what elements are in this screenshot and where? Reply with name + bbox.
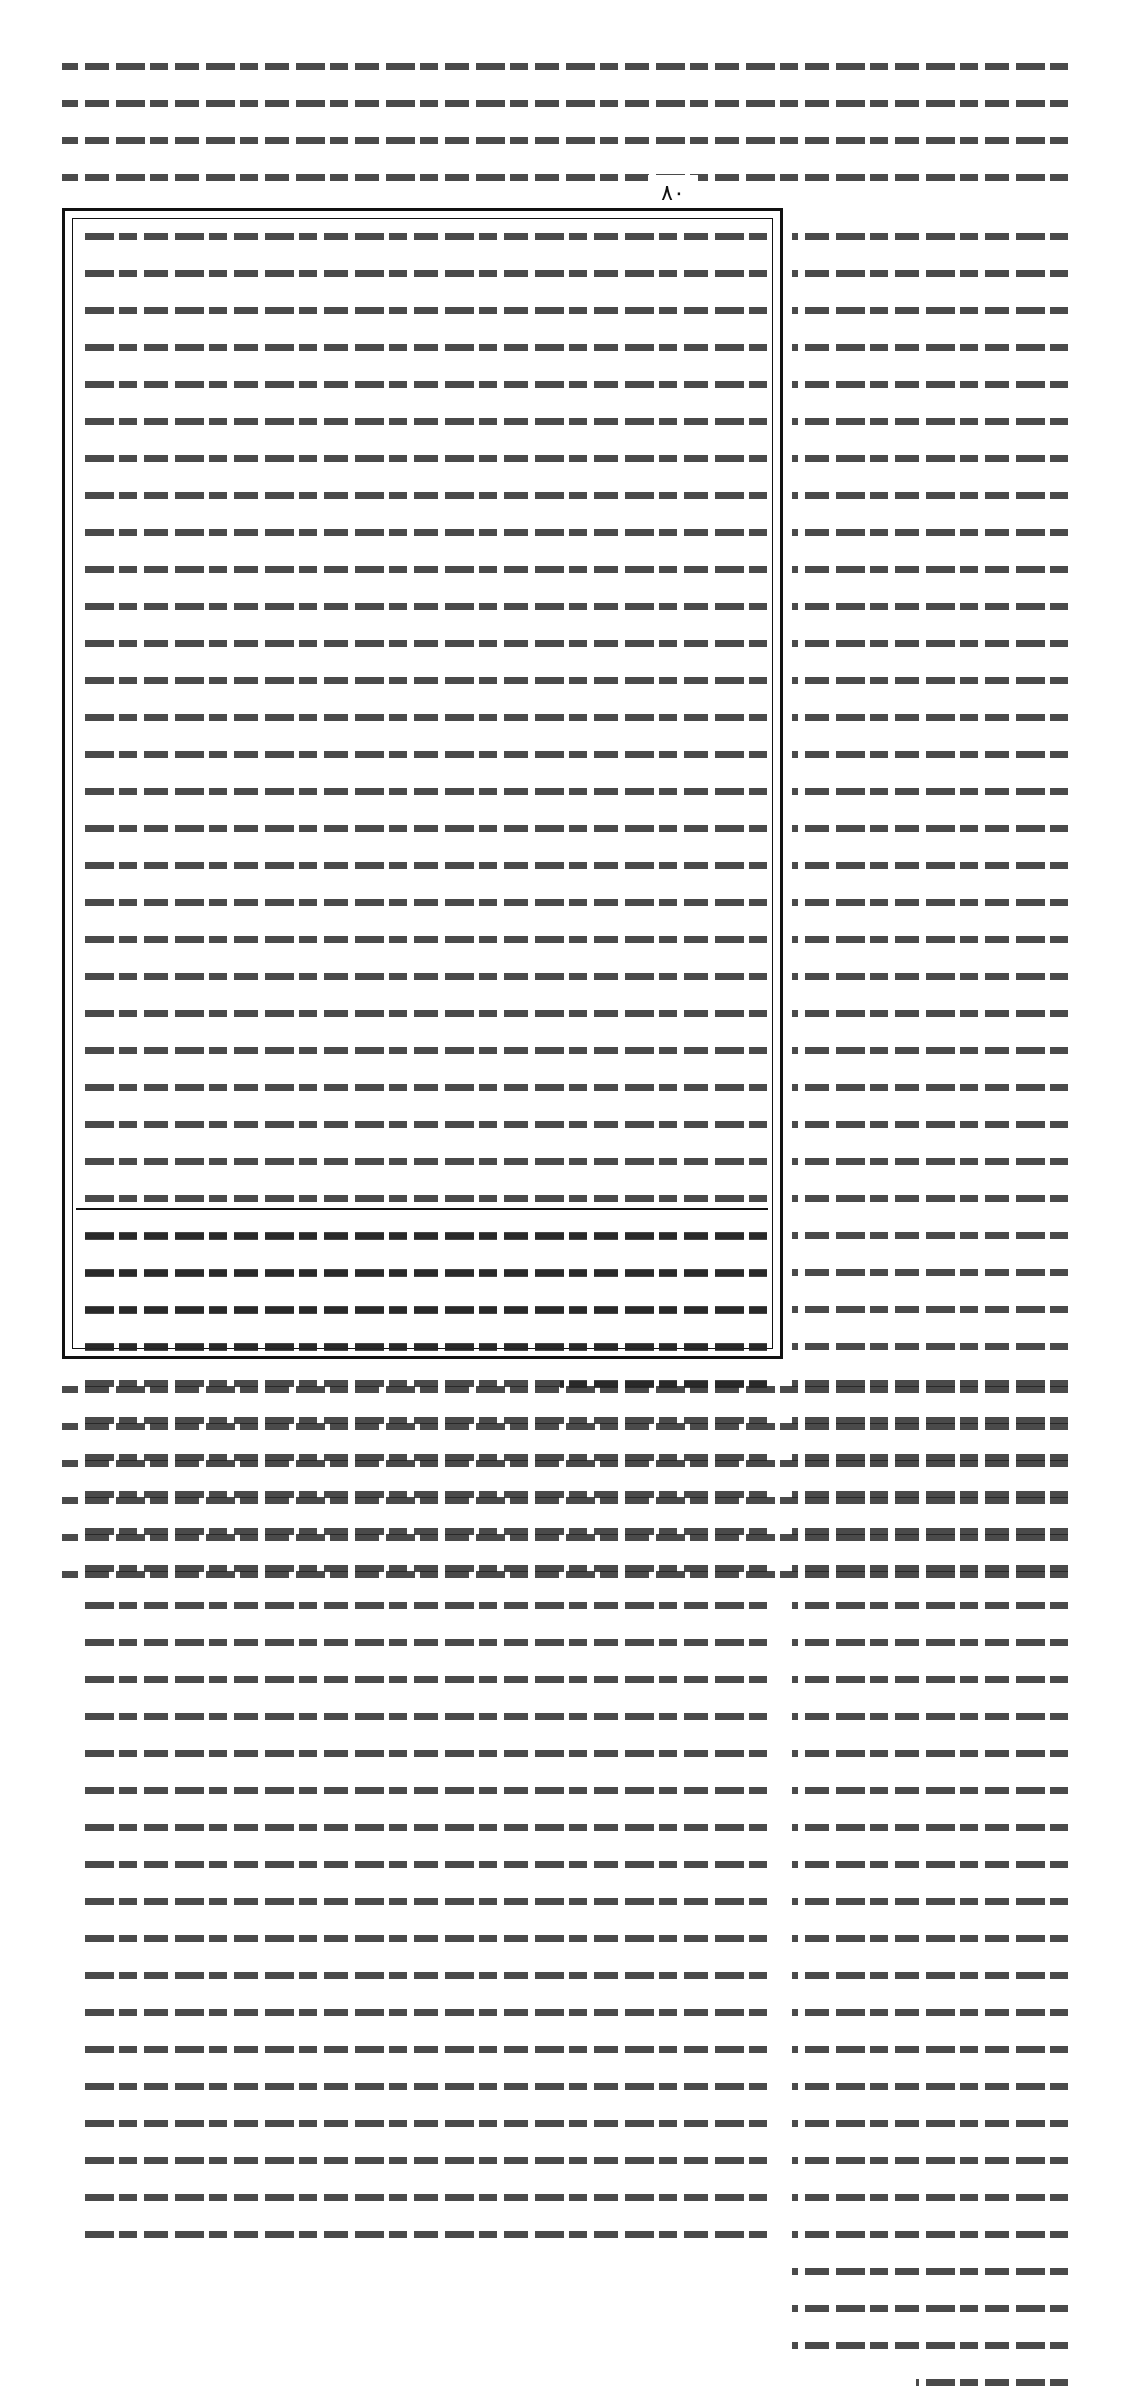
margin-line xyxy=(792,2360,1068,2397)
margin-line xyxy=(792,1139,1068,1176)
margin-line xyxy=(792,473,1068,510)
margin-line xyxy=(792,1250,1068,1287)
margin-line xyxy=(792,1176,1068,1213)
margin-line xyxy=(792,917,1068,954)
footnote-line xyxy=(78,1288,767,1325)
margin-line xyxy=(792,1694,1068,1731)
main-text-line xyxy=(78,1768,767,1805)
margin-line xyxy=(792,695,1068,732)
margin-line xyxy=(792,843,1068,880)
main-text-line xyxy=(78,1842,767,1879)
main-text-line xyxy=(78,1028,767,1065)
main-text-line xyxy=(78,2027,767,2064)
margin-line xyxy=(792,1768,1068,1805)
main-text-line xyxy=(78,362,767,399)
margin-line xyxy=(792,2286,1068,2323)
margin-line xyxy=(792,1805,1068,1842)
bottom-text-line xyxy=(62,1367,1068,1404)
margin-line xyxy=(792,991,1068,1028)
margin-line xyxy=(792,1287,1068,1324)
main-text-line xyxy=(78,621,767,658)
margin-line xyxy=(792,1657,1068,1694)
margin-line xyxy=(792,214,1068,251)
margin-line xyxy=(792,1028,1068,1065)
margin-line xyxy=(792,1916,1068,1953)
main-text-line xyxy=(78,1879,767,1916)
margin-line xyxy=(792,2064,1068,2101)
footnote-line xyxy=(78,1214,767,1251)
main-text-line xyxy=(78,473,767,510)
margin-line xyxy=(792,2101,1068,2138)
bottom-running-text xyxy=(62,1367,1068,1589)
main-text-line xyxy=(78,880,767,917)
main-text-line xyxy=(78,732,767,769)
bottom-text-line xyxy=(62,1478,1068,1515)
margin-line xyxy=(792,1953,1068,1990)
main-text-line xyxy=(78,1139,767,1176)
margin-line xyxy=(792,547,1068,584)
margin-line xyxy=(792,806,1068,843)
main-text-line xyxy=(78,251,767,288)
margin-line xyxy=(792,732,1068,769)
main-text-line xyxy=(78,399,767,436)
margin-line xyxy=(792,2138,1068,2175)
main-text-line xyxy=(78,1990,767,2027)
main-text-line xyxy=(78,991,767,1028)
main-text-line xyxy=(78,695,767,732)
page-number: ٨٠ xyxy=(648,175,698,212)
margin-line xyxy=(792,2175,1068,2212)
main-text-line xyxy=(78,843,767,880)
main-text-line xyxy=(78,1731,767,1768)
main-text-line xyxy=(78,288,767,325)
main-text-line xyxy=(78,325,767,362)
main-text-line xyxy=(78,769,767,806)
top-running-text xyxy=(62,44,1068,192)
margin-line xyxy=(792,658,1068,695)
bottom-text-line xyxy=(62,1515,1068,1552)
margin-line xyxy=(792,325,1068,362)
margin-line xyxy=(792,769,1068,806)
margin-line xyxy=(792,510,1068,547)
main-text-line xyxy=(78,1805,767,1842)
main-text-line xyxy=(78,584,767,621)
margin-line xyxy=(792,584,1068,621)
main-text-line xyxy=(78,2101,767,2138)
main-text-line xyxy=(78,2138,767,2175)
bottom-text-line xyxy=(62,1441,1068,1478)
margin-line xyxy=(792,2027,1068,2064)
main-text-line xyxy=(78,806,767,843)
margin-line xyxy=(792,1102,1068,1139)
main-text-line xyxy=(78,954,767,991)
main-text-line xyxy=(78,2064,767,2101)
margin-line xyxy=(792,251,1068,288)
margin-line xyxy=(792,880,1068,917)
main-text-line xyxy=(78,658,767,695)
margin-line xyxy=(792,1213,1068,1250)
main-text-line xyxy=(78,510,767,547)
main-text-line xyxy=(78,1620,767,1657)
margin-line xyxy=(792,399,1068,436)
margin-line xyxy=(792,1324,1068,1361)
footnote-line xyxy=(78,1251,767,1288)
margin-line xyxy=(792,1065,1068,1102)
main-text-line xyxy=(78,1065,767,1102)
top-text-line xyxy=(62,118,1068,155)
margin-line xyxy=(792,288,1068,325)
main-text-line xyxy=(78,547,767,584)
top-text-line xyxy=(62,81,1068,118)
bottom-text-line xyxy=(62,1404,1068,1441)
main-text-line xyxy=(78,2212,767,2249)
margin-line xyxy=(792,2323,1068,2360)
margin-line xyxy=(792,621,1068,658)
top-text-line xyxy=(62,155,1068,192)
bottom-text-line xyxy=(62,1552,1068,1589)
margin-line xyxy=(792,1990,1068,2027)
main-text-line xyxy=(78,917,767,954)
main-text-line xyxy=(78,2175,767,2212)
top-text-line xyxy=(62,44,1068,81)
main-text-line xyxy=(78,1953,767,1990)
main-text-line xyxy=(78,1102,767,1139)
margin-line xyxy=(792,362,1068,399)
margin-line xyxy=(792,2249,1068,2286)
notes-divider xyxy=(76,1208,768,1210)
main-text-line xyxy=(78,1916,767,1953)
margin-column xyxy=(792,214,1068,2397)
margin-line xyxy=(792,1842,1068,1879)
main-text-line xyxy=(78,1694,767,1731)
margin-line xyxy=(792,1879,1068,1916)
margin-line xyxy=(792,954,1068,991)
main-text-line xyxy=(78,1657,767,1694)
main-text-line xyxy=(78,214,767,251)
margin-line xyxy=(792,436,1068,473)
main-text-line xyxy=(78,436,767,473)
margin-line xyxy=(792,1731,1068,1768)
margin-line xyxy=(792,2212,1068,2249)
margin-line xyxy=(792,1620,1068,1657)
footnote-line xyxy=(78,1325,767,1362)
